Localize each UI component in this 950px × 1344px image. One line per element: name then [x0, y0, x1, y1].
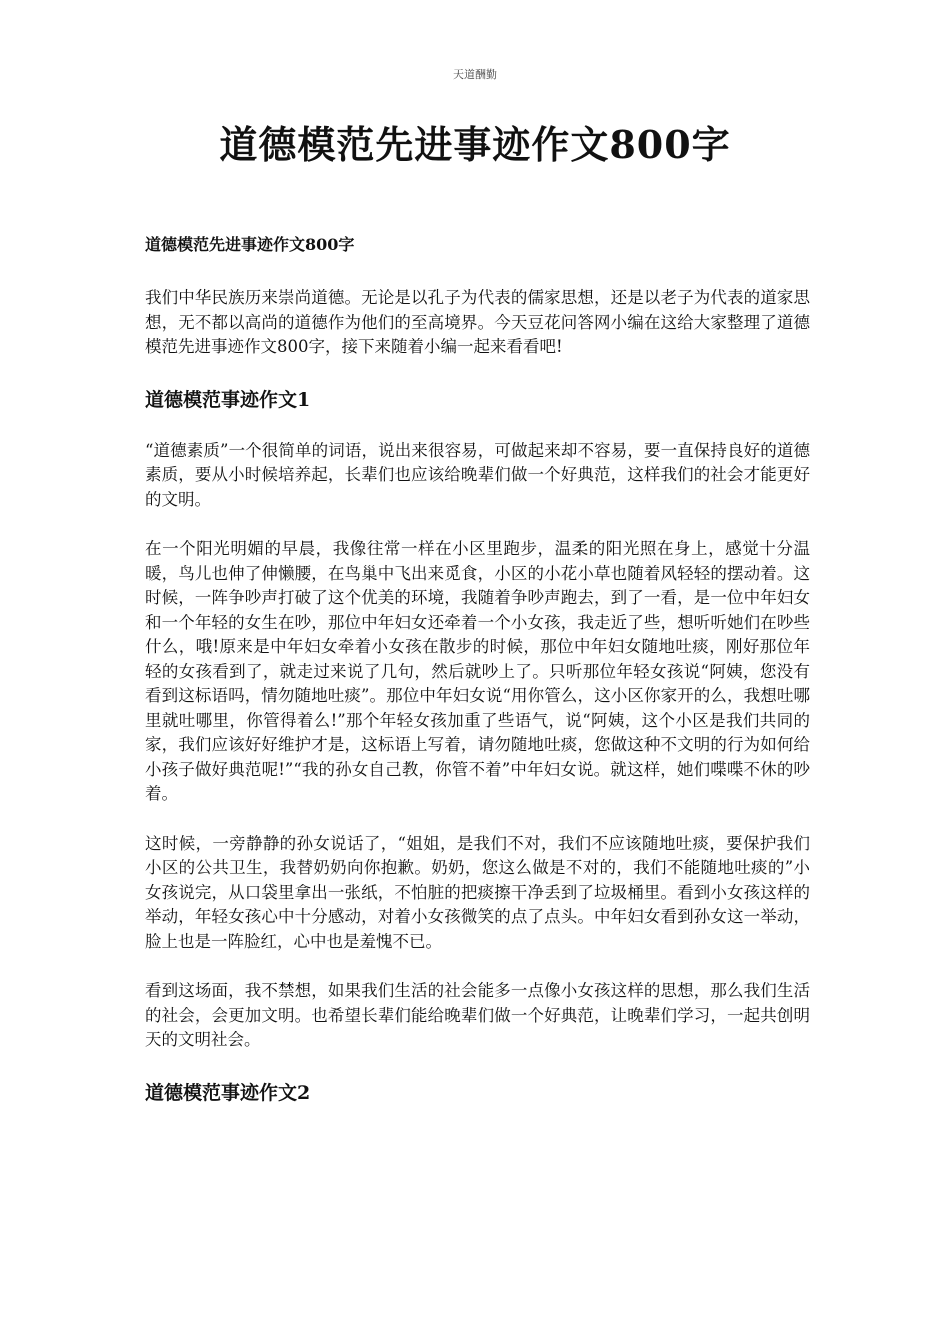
section-heading-2: 道德模范事迹作文2	[145, 1081, 311, 1104]
document-body	[145, 232, 810, 1132]
section1-paragraph-3: 这时候，一旁静静的孙女说话了，“姐姐，是我们不对，我们不应该随地吐痰，要保护我们小区的公共卫生，我替奶奶向你抱歉。奶奶，您这么做是不对的，我们不能随地吐痰的”小女孩说完，从口袋里拿出一张纸，不怕脏的把痰擦干净丢到了垃圾桶里。看到小女孩这样的举动，年轻女孩心中十分感动，对着小女孩微笑的点了点头。中年妇女看到孙女这一举动，脸上也是一阵脸红，心中也是羞愧不已。	[145, 833, 810, 951]
page-header: 天道酬勤	[453, 68, 497, 81]
section1-paragraph-1: “道德素质”一个很简单的词语，说出来很容易，可做起来却不容易，要一直保持良好的道德素质，要从小时候培养起，长辈们也应该给晚辈们做一个好典范，这样我们的社会才能更好的文明。	[145, 440, 810, 509]
intro-paragraph: 我们中华民族历来崇尚道德。无论是以孔子为代表的儒家思想，还是以老子为代表的道家思想，无不都以高尚的道德作为他们的至高境界。今天豆花问答网小编在这给大家整理了道德模范先进事迹作文800字，接下来随着小编一起来看看吧!	[145, 288, 810, 356]
document-subtitle: 道德模范先进事迹作文800字	[145, 235, 355, 254]
section1-paragraph-4: 看到这场面，我不禁想，如果我们生活的社会能多一点像小女孩这样的思想，那么我们生活的社会，会更加文明。也希望长辈们能给晚辈们做一个好典范，让晚辈们学习，一起共创明天的文明社会。	[145, 981, 810, 1049]
document-title: 道德模范先进事迹作文800字	[219, 122, 731, 167]
section1-paragraph-2: 在一个阳光明媚的早晨，我像往常一样在小区里跑步，温柔的阳光照在身上，感觉十分温暖，鸟儿也伸了伸懒腰，在鸟巢中飞出来觅食，小区的小花小草也随着风轻轻的摆动着。这时候，一阵争吵声打破了这个优美的环境，我随着争吵声跑去，到了一看，是一位中年妇女和一个年轻的女生在吵，那位中年妇女还牵着一个小女孩，我走近了些，想听听她们在吵些什么，哦!原来是中年妇女牵着小女孩在散步的时候，那位中年妇女随地吐痰，刚好那位年轻的女孩看到了，就走过来说了几句，然后就吵上了。只听那位年轻女孩说“阿姨，您没有看到这标语吗，情勿随地吐痰”。那位中年妇女说“用你管么，这小区你家开的么，我想吐哪里就吐哪里，你管得着么!”那个年轻女孩加重了些语气，说“阿姨，这个小区是我们共同的家，我们应该好好维护才是，这标语上写着，请勿随地吐痰，您做这种不文明的行为如何给小孩子做好典范呢!”“我的孙女自己教，你管不着”中年妇女说。就这样，她们喋喋不休的吵着。	[145, 539, 810, 803]
section-heading-1: 道德模范事迹作文1	[145, 388, 311, 411]
